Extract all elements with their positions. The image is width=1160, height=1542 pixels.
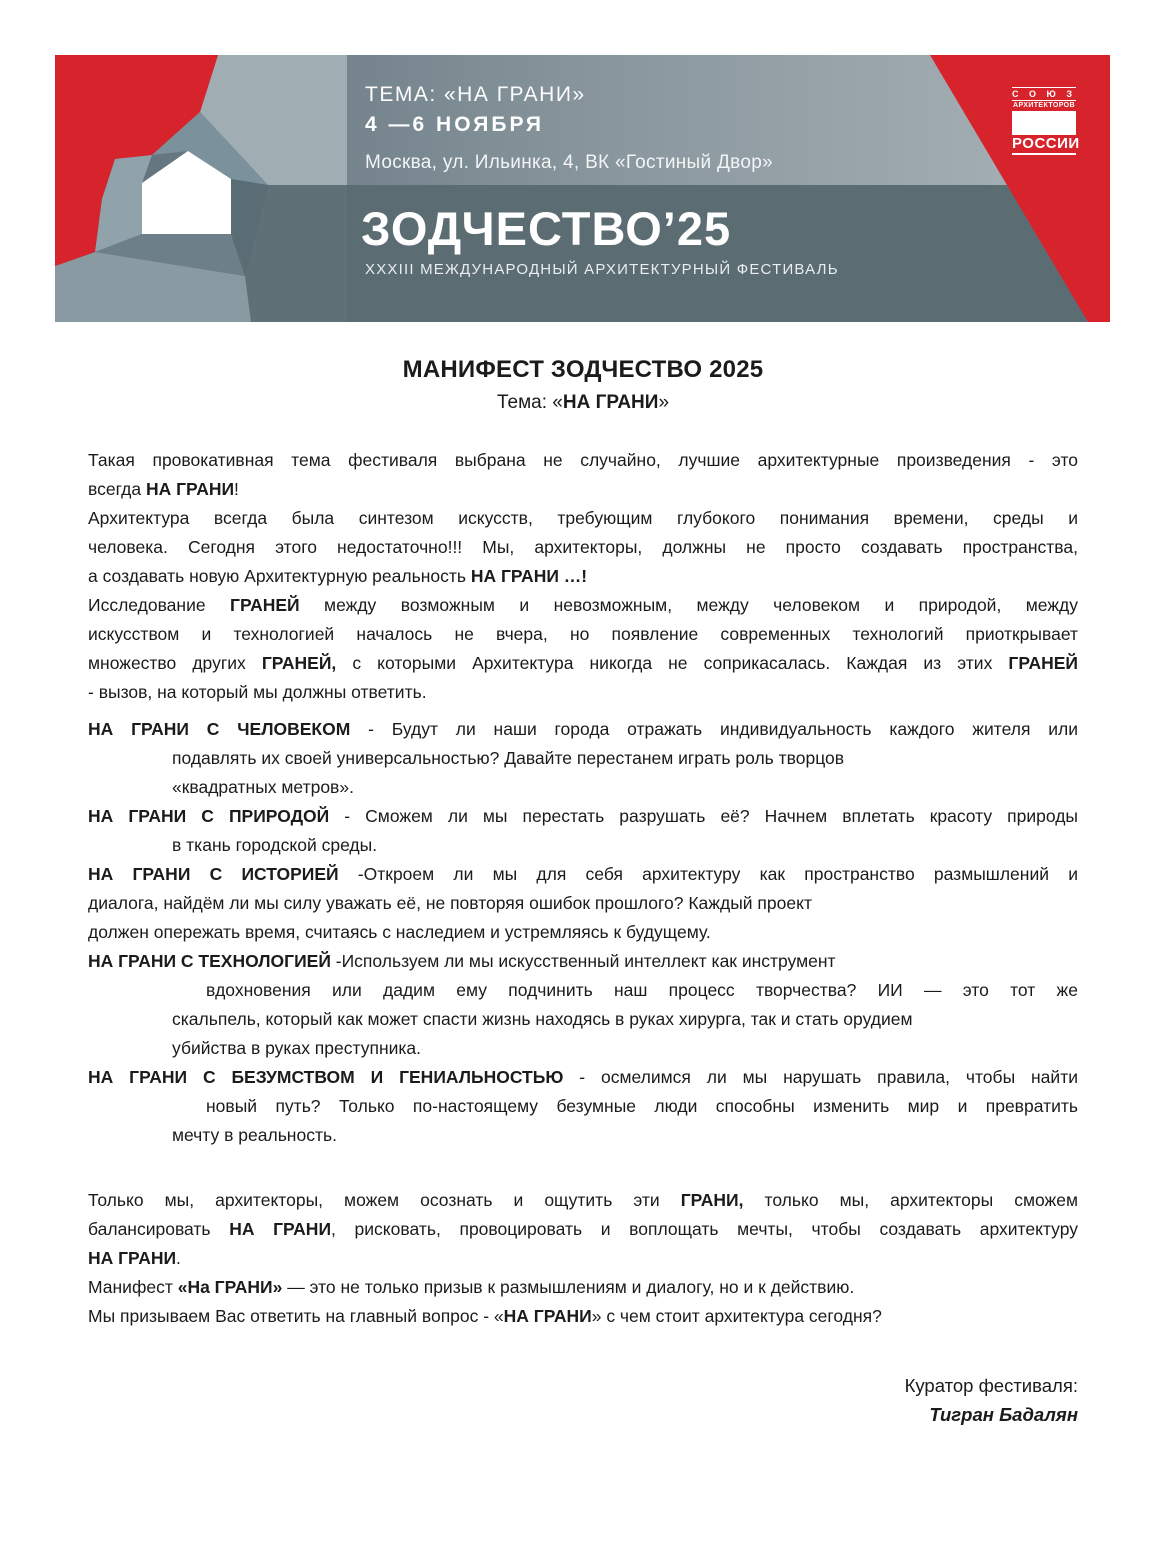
text-line: - вызов, на который мы должны ответить. — [88, 682, 427, 702]
text-line: всегда НА ГРАНИ! — [88, 479, 239, 499]
text-line: подавлять их своей универсальностью? Давайте перестанем играть роль творцов — [172, 748, 845, 768]
text-line: Такая провокативная тема фестиваля выбрана не случайно, лучшие архитектурные произведения - это — [88, 450, 1078, 470]
text-line: НА ГРАНИ С ТЕХНОЛОГИЕЙ -Используем ли мы искусственный интеллект как инструмент — [88, 951, 836, 971]
zodchestvo-house-logo-icon — [55, 55, 347, 322]
text-line: должен опережать время, считаясь с наследием и устремляясь к будущему. — [88, 922, 711, 942]
text-line: вдохновения или дадим ему подчинить наш процесс творчества? ИИ — это тот же — [206, 980, 1078, 1000]
text-line: диалога, найдём ли мы силу уважать её, не повторяя ошибок прошлого? Каждый проект — [88, 893, 812, 913]
banner-address: Москва, ул. Ильинка, 4, ВК «Гостиный Двор» — [365, 152, 773, 173]
closing-paragraphs — [88, 1186, 1078, 1331]
text-line: новый путь? Только по-настоящему безумные люди способны изменить мир и превратить — [206, 1096, 1078, 1116]
text-line: Манифест «На ГРАНИ» — это не только призыв к размышлениям и диалогу, но и к действию. — [88, 1277, 855, 1297]
text-line: убийства в руках преступника. — [172, 1038, 422, 1058]
text-line: «квадратных метров». — [172, 777, 354, 797]
curator-label: Куратор фестиваля: — [904, 1375, 1078, 1396]
document-title: МАНИФЕСТ ЗОДЧЕСТВО 2025 — [402, 356, 764, 383]
festival-banner — [55, 55, 1110, 322]
document-subtitle: Тема: «НА ГРАНИ» — [496, 392, 670, 413]
intro-paragraphs — [88, 446, 1078, 707]
text-line: в ткань городской среды. — [172, 835, 378, 855]
banner-theme: ТЕМА: «НА ГРАНИ» — [365, 83, 586, 106]
text-block — [88, 504, 1078, 591]
text-block — [88, 1063, 1078, 1150]
banner-dates: 4 —6 НОЯБРЯ — [365, 113, 545, 136]
text-block — [88, 860, 1078, 947]
text-block — [88, 1302, 1078, 1331]
text-block — [88, 446, 1078, 504]
curator-block — [88, 1371, 1078, 1429]
text-block — [88, 947, 1078, 1063]
text-line: НА ГРАНИ С ПРИРОДОЙ - Сможем ли мы перестать разрушать её? Начнем вплетать красоту природы — [88, 806, 1078, 826]
text-line: Мы призываем Вас ответить на главный вопрос - «НА ГРАНИ» с чем стоит архитектура сегодня? — [88, 1306, 882, 1326]
text-line: Исследование ГРАНЕЙ между возможным и невозможным, между человеком и природой, между — [88, 595, 1078, 615]
union-logo-row1: С О Ю З — [1012, 89, 1076, 99]
text-block — [88, 715, 1078, 802]
manifesto-items — [88, 715, 1078, 1150]
text-line: скальпель, который как может спасти жизнь находясь в руках хирурга, так и стать орудием — [172, 1009, 913, 1029]
text-line: Архитектура всегда была синтезом искусств, требующим глубокого понимания времени, среды и — [88, 508, 1078, 528]
union-logo-row3: РОССИИ — [1012, 135, 1076, 155]
text-line: НА ГРАНИ С ИСТОРИЕЙ -Откроем ли мы для себя архитектуру как пространство размышлений и — [88, 864, 1078, 884]
manifesto-content — [88, 322, 1078, 1429]
text-line: НА ГРАНИ С ЧЕЛОВЕКОМ - Будут ли наши города отражать индивидуальность каждого жителя или — [88, 719, 1079, 739]
text-line: искусством и технологией началось не вчера, но появление современных технологий приоткрывает — [88, 624, 1078, 644]
text-line: множество других ГРАНЕЙ, с которыми Архитектура никогда не соприкасалась. Каждая из этих ГРАНЕЙ — [88, 653, 1078, 673]
text-line: балансировать НА ГРАНИ, рисковать, провоцировать и воплощать мечты, чтобы создавать архитектуру — [88, 1219, 1078, 1239]
text-line: Только мы, архитекторы, можем осознать и ощутить эти ГРАНИ, только мы, архитекторы сможем — [88, 1190, 1078, 1210]
curator-name: Тигран Бадалян — [929, 1404, 1078, 1425]
banner-festival-title: ЗОДЧЕСТВО’25 — [361, 202, 732, 255]
text-line: НА ГРАНИ С БЕЗУМСТВОМ И ГЕНИАЛЬНОСТЬЮ - осмелимся ли мы нарушать правила, чтобы найти — [88, 1067, 1078, 1087]
text-block — [88, 802, 1078, 860]
text-block — [88, 1273, 1078, 1302]
text-block — [88, 591, 1078, 707]
text-line: НА ГРАНИ. — [88, 1248, 181, 1268]
text-block — [88, 1186, 1078, 1273]
union-logo-row2: АРХИТЕКТОРОВ — [1013, 102, 1075, 109]
banner-festival-subtitle: XXXIII МЕЖДУНАРОДНЫЙ АРХИТЕКТУРНЫЙ ФЕСТИВАЛЬ — [365, 261, 839, 278]
text-line: мечту в реальность. — [172, 1125, 337, 1145]
text-line: а создавать новую Архитектурную реальность НА ГРАНИ …! — [88, 566, 588, 586]
union-logo-block — [1012, 111, 1076, 135]
text-line: человека. Сегодня этого недостаточно!!! Мы, архитекторы, должны не просто создавать пространства, — [88, 537, 1078, 557]
architects-union-logo — [1012, 87, 1080, 155]
